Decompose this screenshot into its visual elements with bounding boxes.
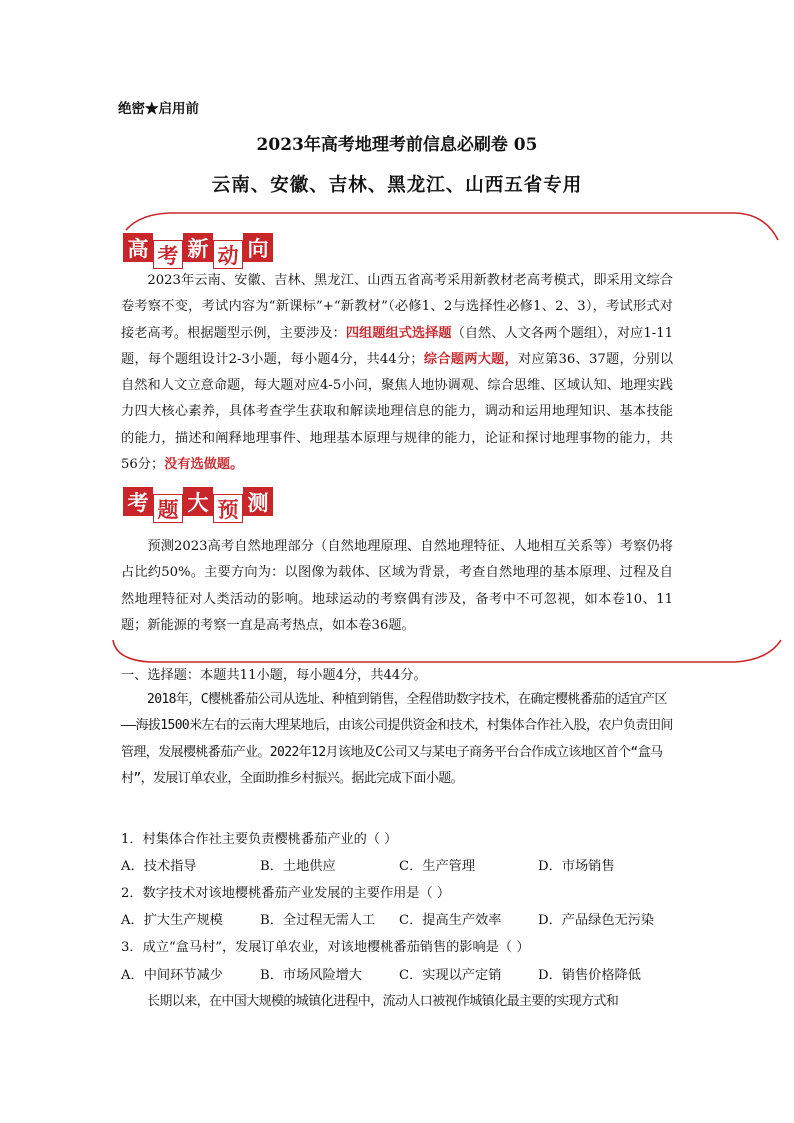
prediction-text: 预测2023高考自然地理部分（自然地理原理、自然地理特征、人地相互关系等）考察仍将占比约50%。主要方向为：以图像为载体、区域为背景，考查自然地理的基本原理、过程及自然地理特征对人类活动的影响。地球运动的考察偶有涉及，备考中不可忽视，如本卷10、11题；新能源的考察一直是高考热点，如本卷36题。: [121, 539, 673, 633]
page-title: 2023年高考地理考前信息必刷卷 05: [256, 135, 538, 155]
question-stem: 3．成立“盒马村”，发展订单农业，对该地樱桃番茄销售的影响是（ ）: [121, 940, 530, 955]
section-heading: 一、选择题：本题共11小题，每小题4分，共44分。: [121, 668, 427, 683]
option-b: B．土地供应: [260, 859, 336, 874]
trends-paragraph: [121, 268, 673, 478]
banner-char: 考: [123, 487, 153, 516]
banner-char: 预: [213, 494, 243, 523]
trends-highlight: 综合题两大题，: [423, 351, 519, 367]
material-text: 长期以来，在中国大规模的城镇化进程中，流动人口被视作城镇化最主要的实现方式和: [147, 994, 619, 1009]
reading-material: [121, 989, 673, 1015]
trends-highlight: 没有选做题。: [164, 457, 244, 473]
option-c: C．提高生产效率: [399, 913, 502, 928]
question-options: [121, 855, 681, 874]
banner-char: 动: [213, 240, 243, 269]
banner-char: 考: [153, 240, 183, 269]
option-a: A．中间环节减少: [121, 968, 223, 983]
trends-text: 2023年云南、安徽、吉林、黑龙江、山西五省高考采用新教材老高考模式，即采用文综合卷考察不变，考试内容为“新课标”+“新教材”（必修1、2与选择性必修1、2、3），考试形式对接老高考。根据题型示例，主要涉及：: [121, 273, 673, 341]
banner-exam-prediction: [123, 487, 273, 523]
reading-material: [121, 687, 673, 792]
banner-char: 高: [123, 233, 153, 262]
option-d: D．产品绿色无污染: [538, 913, 655, 928]
trends-highlight: 四组题组式选择题: [345, 325, 452, 341]
option-a: A．技术指导: [121, 859, 197, 874]
material-text: 2018年，C樱桃番茄公司从选址、种植到销售，全程借助数字技术，在确定樱桃番茄的适宜产区——海拔1500米左右的云南大理某地后，由该公司提供资金和技术，村集体合作社入股，农户负责田间管理，发展樱桃番茄产业。2022年12月该地及C公司又与某电子商务平台合作成立该地区首个“盒马村”，发展订单农业，全面助推乡村振兴。据此完成下面小题。: [121, 692, 673, 786]
question-stem: 1．村集体合作社主要负责樱桃番茄产业的（ ）: [121, 832, 398, 847]
banner-char: 新: [183, 233, 213, 262]
prediction-paragraph: [121, 534, 673, 639]
question-stem: 2．数字技术对该地樱桃番茄产业发展的主要作用是（ ）: [121, 886, 451, 901]
option-c: C．实现以产定销: [399, 968, 502, 983]
option-a: A．扩大生产规模: [121, 913, 223, 928]
option-b: B．市场风险增大: [260, 968, 363, 983]
option-c: C．生产管理: [399, 859, 476, 874]
option-b: B．全过程无需人工: [260, 913, 376, 928]
question-options: [121, 964, 681, 983]
banner-char: 向: [243, 233, 273, 262]
banner-char: 测: [243, 487, 273, 516]
confidential-label: 绝密★启用前: [118, 101, 199, 117]
banner-char: 大: [183, 487, 213, 516]
question-options: [121, 909, 681, 928]
trends-text: （自然、人文各两个题组），对应1-11题，每个题组设计2-3小题，每小题4分，共44分；: [121, 325, 673, 367]
page-subtitle: 云南、安徽、吉林、黑龙江、山西五省专用: [211, 175, 583, 196]
banner-char: 题: [153, 494, 183, 523]
trends-text: 对应第36、37题，分别以自然和人文立意命题，每大题对应4-5小问，聚焦人地协调观、综合思维、区域认知、地理实践力四大核心素养，具体考查学生获取和解读地理信息的能力，调动和运用地理知识、基本技能的能力，描述和阐释地理事件、地理基本原理与规律的能力，论证和探讨地理事物的能力，共56分；: [121, 351, 674, 473]
option-d: D．市场销售: [538, 859, 615, 874]
option-d: D．销售价格降低: [538, 968, 641, 983]
banner-gaokao-trends: [123, 233, 273, 269]
